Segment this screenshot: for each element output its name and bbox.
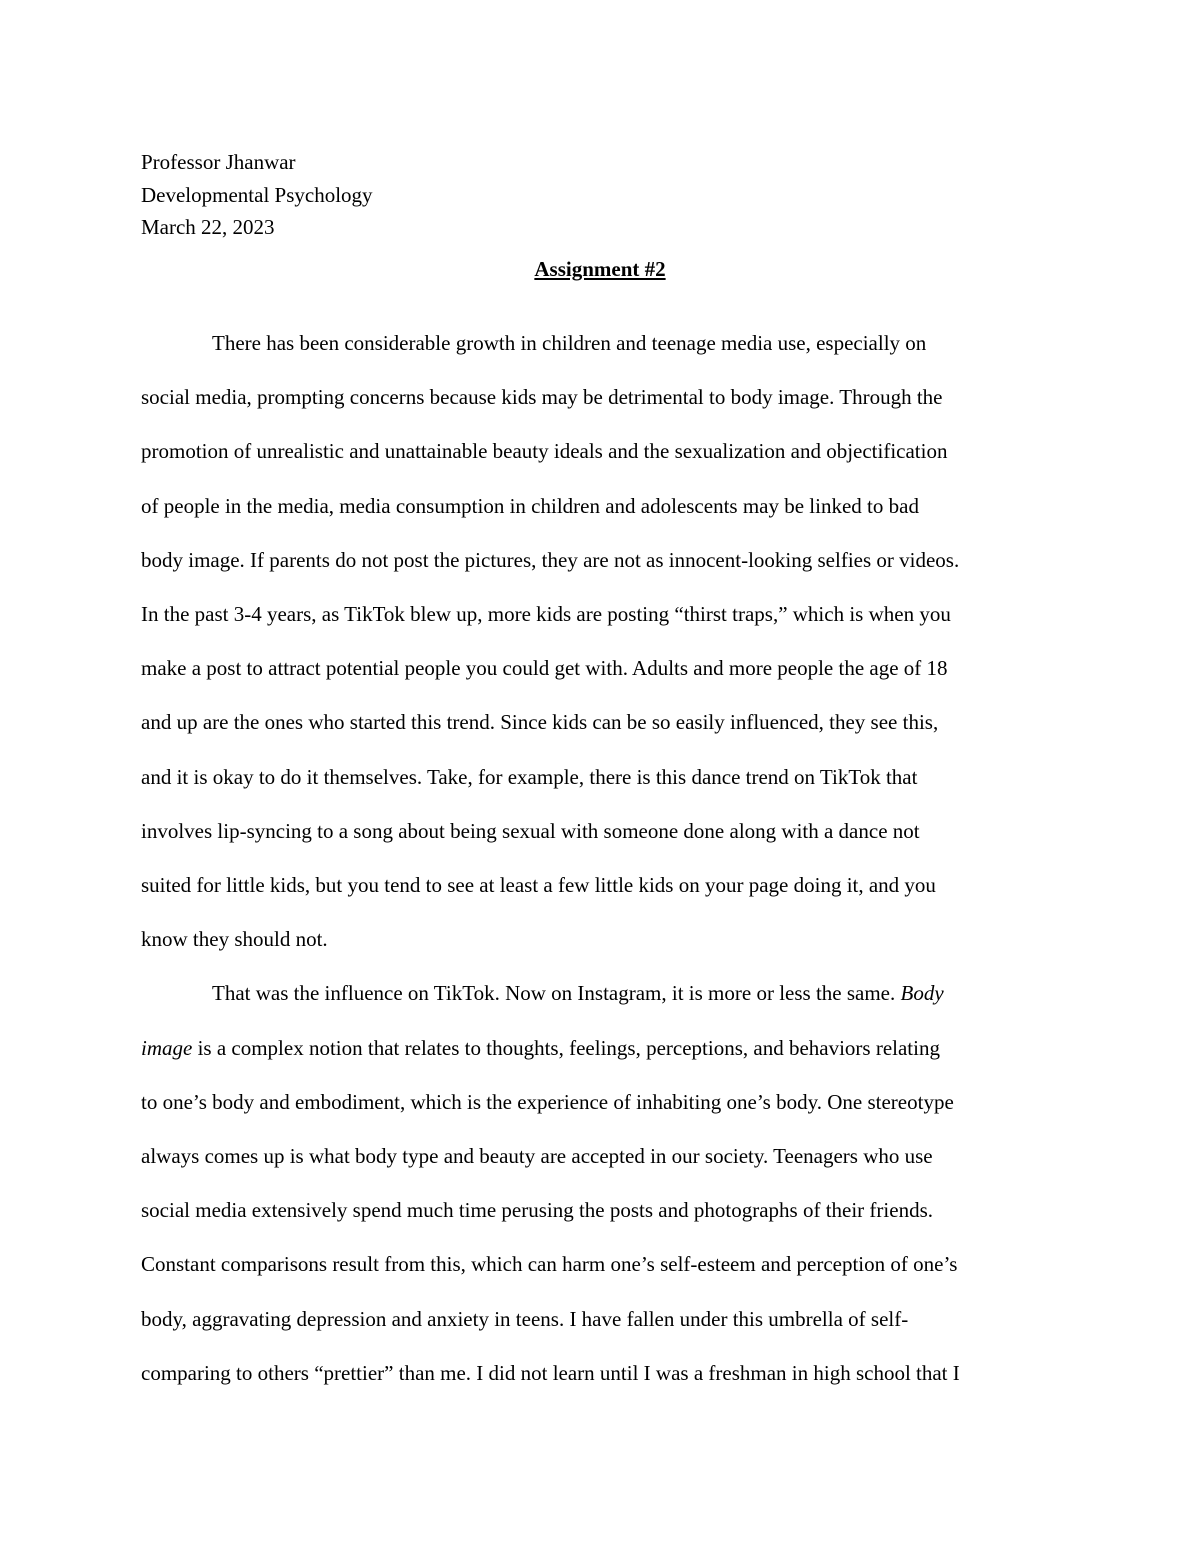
paragraph-1 [141,316,1066,966]
text-line: know they should not. [141,927,328,952]
italic-term: Body [900,981,944,1006]
italic-term: image [141,1035,193,1060]
text-line: always comes up is what body type and beauty are accepted in our society. Teenagers who use [141,1144,933,1169]
text-line: Constant comparisons result from this, which can harm one’s self-esteem and perception of one’s [141,1252,958,1277]
professor-name: Professor Jhanwar [141,150,296,174]
document-header [141,146,373,244]
document-date: March 22, 2023 [141,215,275,239]
line-text: That was the influence on TikTok. Now on Instagram, it is more or less the same. [212,981,901,1006]
text-line: In the past 3-4 years, as TikTok blew up, more kids are posting “thirst traps,” which is when you [141,602,951,627]
course-name: Developmental Psychology [141,182,373,207]
paragraph-2 [141,966,1066,1400]
text-line: body, aggravating depression and anxiety in teens. I have fallen under this umbrella of self- [141,1306,909,1331]
text-line: of people in the media, media consumption in children and adolescents may be linked to bad [141,493,919,518]
text-line: body image. If parents do not post the pictures, they are not as innocent-looking selfies or videos. [141,547,960,572]
text-line: and up are the ones who started this trend. Since kids can be so easily influenced, they see this, [141,710,939,735]
text-line: make a post to attract potential people you could get with. Adults and more people the age of 18 [141,656,948,681]
text-line: social media, prompting concerns because kids may be detrimental to body image. Through the [141,385,943,410]
line-text: is a complex notion that relates to thoughts, feelings, perceptions, and behaviors relating [192,1035,940,1060]
text-line: and it is okay to do it themselves. Take, for example, there is this dance trend on TikTok that [141,764,918,789]
document-body [141,316,1066,1400]
text-line: social media extensively spend much time perusing the posts and photographs of their friends. [141,1198,933,1223]
text-line [141,1021,1066,1075]
document-title: Assignment #2 [534,257,666,281]
text-line: involves lip-syncing to a song about being sexual with someone done along with a dance not [141,818,920,843]
text-line: comparing to others “prettier” than me. I did not learn until I was a freshman in high school that I [141,1360,960,1385]
text-line: to one’s body and embodiment, which is the experience of inhabiting one’s body. One stereotype [141,1089,954,1114]
text-line [141,966,1066,1020]
text-line: There has been considerable growth in children and teenage media use, especially on [212,331,927,355]
text-line: promotion of unrealistic and unattainable beauty ideals and the sexualization and objectification [141,439,948,464]
text-line: suited for little kids, but you tend to see at least a few little kids on your page doing it, and you [141,873,936,898]
